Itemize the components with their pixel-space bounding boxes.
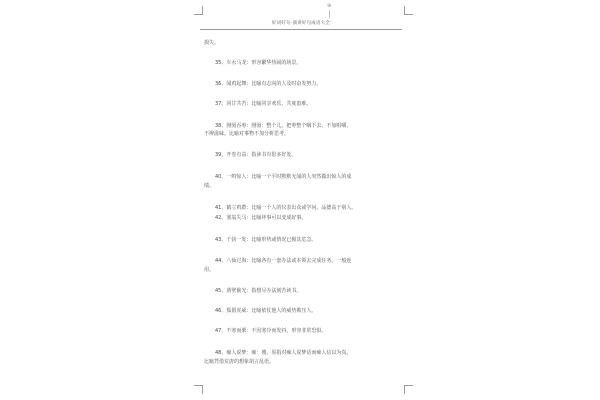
idiom-item-47: 47、不寒而栗：不因寒冷而发抖，形容非常恐惧。 <box>215 328 327 334</box>
idiom-item-35: 35、车水马龙：形容繁华热闹的场景。 <box>215 60 302 66</box>
idiom-item-48-cont: 比喻凭借荒唐的想象胡言乱语。 <box>204 359 275 365</box>
crop-mark-bottom-left <box>194 385 203 394</box>
idiom-item-44-cont: 用。 <box>204 267 215 273</box>
idiom-item-46: 46、狐假虎威：比喻依仗他人的威势欺压人。 <box>215 308 317 314</box>
idiom-item-39: 39、开卷有益：指读书有很多好处。 <box>215 152 297 158</box>
idiom-item-38-cont: 不辨滋味。比喻对事物不加分析思考。 <box>204 131 290 137</box>
idiom-item-41: 41、鹤立鸡群：比喻一个人的仪表出众或学问、品德高于别人。 <box>215 205 357 211</box>
idiom-item-36: 36、闻鸡起舞：比喻有志向的人及时奋发努力。 <box>215 81 322 87</box>
idiom-item-42: 42、塞翁失马：比喻坏事可以变成好事。 <box>215 215 307 221</box>
idiom-item-37: 37、同甘共苦：比喻同享欢乐，共度患难。 <box>215 101 312 107</box>
idiom-item-43: 43、千钧一发：比喻形势或情况已极其危急。 <box>215 237 317 243</box>
idiom-item-44: 44、八仙过海：比喻各有一套办法或本领去完成任务。一般连 <box>215 258 352 264</box>
text-line: 损失。 <box>204 40 220 46</box>
idiom-item-45: 45、凿壁偷光：指想尽办法刻苦读书。 <box>215 288 302 294</box>
registration-mark-line <box>329 10 330 18</box>
registration-mark-icon: ⊕ <box>327 3 332 9</box>
idiom-item-40: 40、一鸣惊人：比喻一个平时默默无闻的人突然做出惊人的成 <box>215 174 352 180</box>
idiom-item-40-cont: 绩。 <box>204 183 215 189</box>
crop-mark-bottom-right <box>404 385 413 394</box>
header-divider <box>200 29 402 30</box>
idiom-item-48: 48、痴人说梦：痴：傻。原指对痴人说梦话而痴人信以为真。 <box>215 350 352 356</box>
idiom-item-38: 38、囫囵吞枣：囫囵：整个儿。把枣整个咽下去，不加咀嚼， <box>215 123 352 129</box>
crop-mark-top-right <box>404 6 413 15</box>
page-header: 好词好句-演讲好句成语大全 <box>271 21 331 26</box>
crop-mark-top-left <box>194 6 203 15</box>
